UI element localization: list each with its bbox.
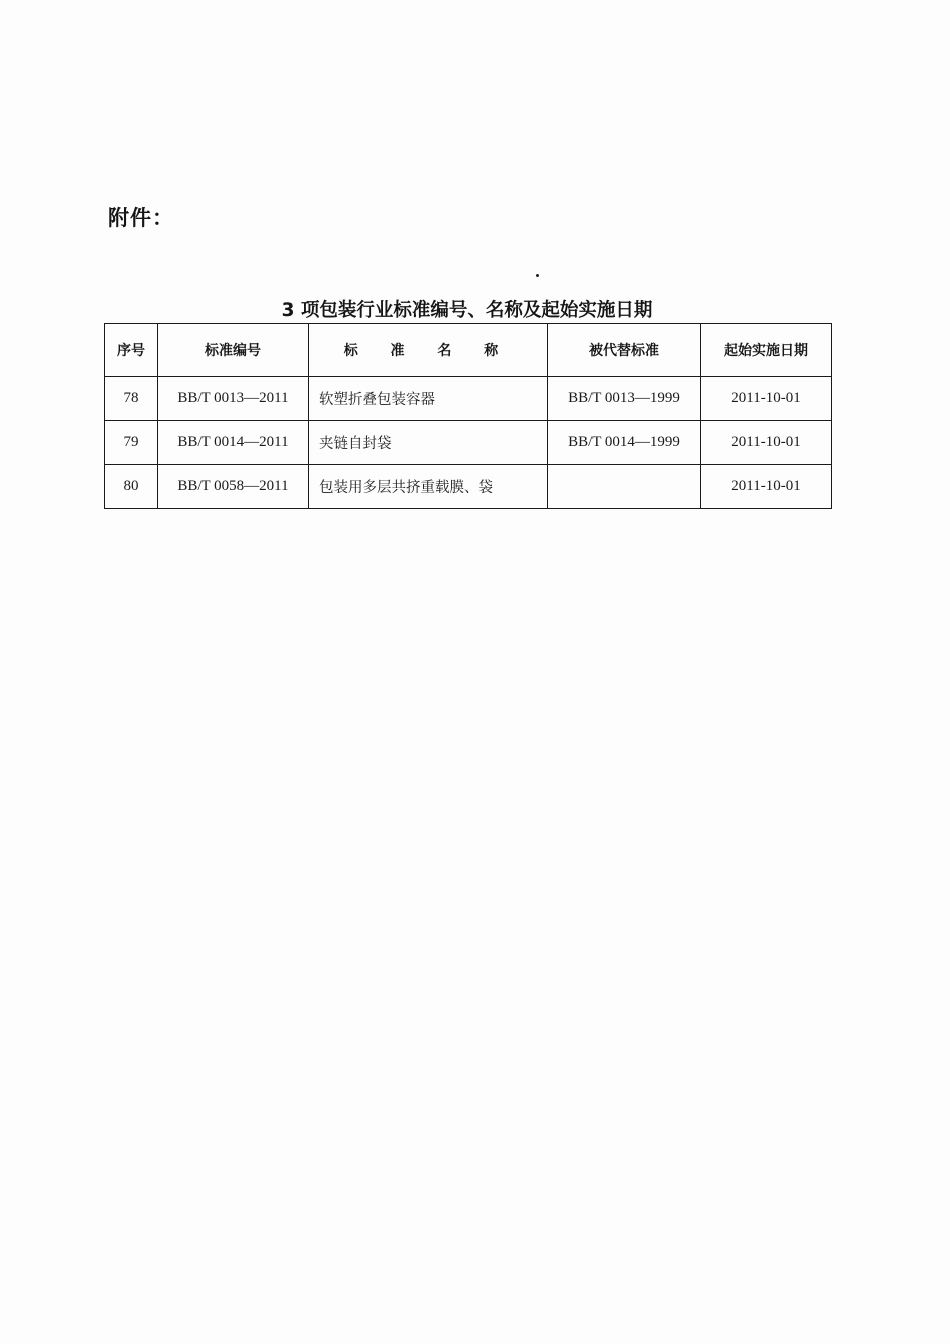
cell-date: 2011-10-01 [701, 421, 832, 465]
header-replaced: 被代替标准 [548, 324, 701, 377]
cell-date: 2011-10-01 [701, 377, 832, 421]
cell-replaced: BB/T 0014—1999 [548, 421, 701, 465]
attachment-label: 附件： [108, 206, 174, 230]
cell-replaced [548, 465, 701, 509]
table-row [105, 377, 832, 421]
cell-code: BB/T 0013—2011 [158, 377, 309, 421]
header-name: 标 准 名 称 [309, 324, 548, 377]
cell-name: 夹链自封袋 [309, 421, 548, 465]
cell-seq: 80 [105, 465, 158, 509]
header-seq: 序号 [105, 324, 158, 377]
table-row [105, 465, 832, 509]
table-row [105, 421, 832, 465]
cell-seq: 78 [105, 377, 158, 421]
cell-code: BB/T 0058—2011 [158, 465, 309, 509]
standards-table [104, 323, 832, 509]
cell-name: 包装用多层共挤重载膜、袋 [309, 465, 548, 509]
header-code: 标准编号 [158, 324, 309, 377]
scan-speck [536, 274, 539, 277]
table-header-row [105, 324, 832, 377]
cell-code: BB/T 0014—2011 [158, 421, 309, 465]
cell-seq: 79 [105, 421, 158, 465]
document-title: 3 项包装行业标准编号、名称及起始实施日期 [281, 300, 653, 321]
cell-date: 2011-10-01 [701, 465, 832, 509]
cell-replaced: BB/T 0013—1999 [548, 377, 701, 421]
cell-name: 软塑折叠包装容器 [309, 377, 548, 421]
header-date: 起始实施日期 [701, 324, 832, 377]
